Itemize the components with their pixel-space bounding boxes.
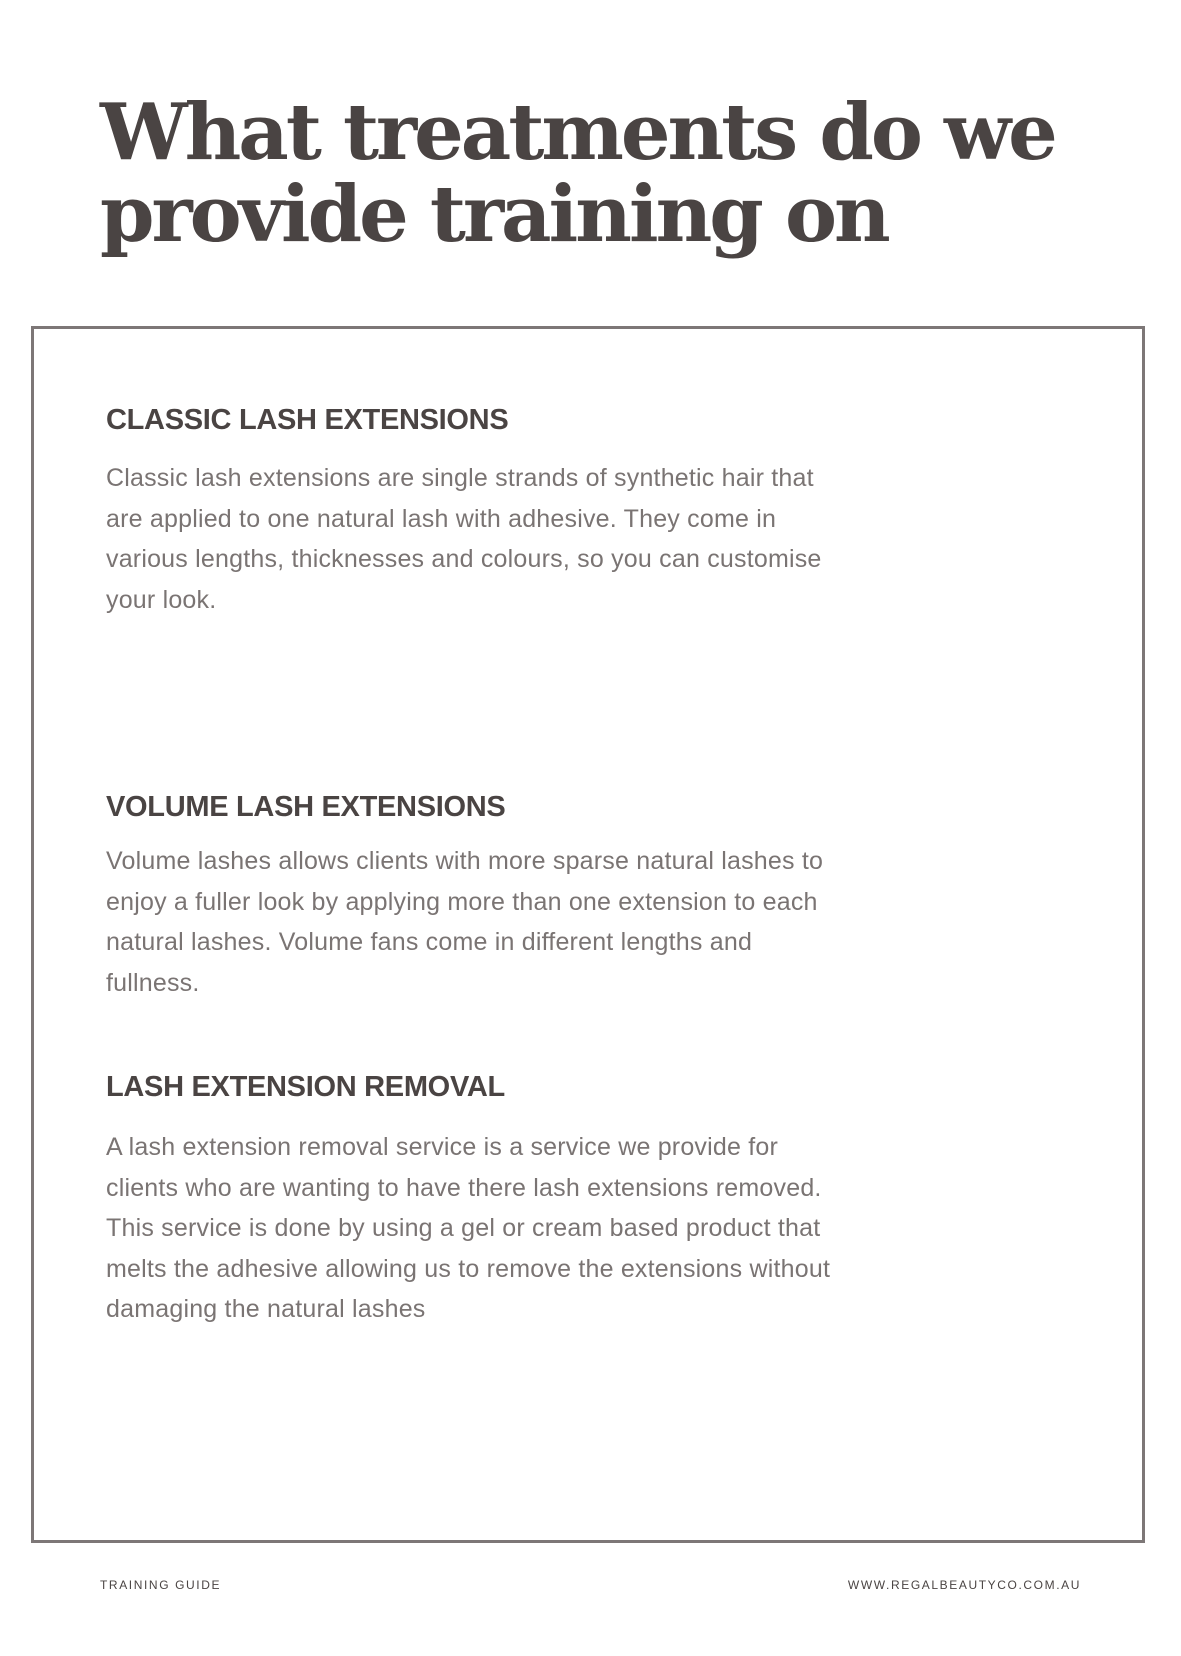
section-volume-lash bbox=[106, 789, 846, 1003]
section-heading: VOLUME LASH EXTENSIONS bbox=[106, 791, 506, 823]
section-classic-lash bbox=[106, 402, 846, 620]
section-heading: CLASSIC LASH EXTENSIONS bbox=[106, 404, 509, 436]
section-heading: LASH EXTENSION REMOVAL bbox=[106, 1071, 505, 1103]
section-body: Classic lash extensions are single strands of synthetic hair that are applied to one natural lash with adhesive. They come in various lengths, thicknesses and colours, so you can customise your look. bbox=[106, 464, 822, 614]
section-body: Volume lashes allows clients with more sparse natural lashes to enjoy a fuller look by applying more than one extension to each natural lashes. Volume fans come in different lengths and fullness. bbox=[106, 847, 824, 997]
page-title: What treatments do we provide training on bbox=[100, 87, 1055, 260]
footer-label: TRAINING GUIDE bbox=[100, 1578, 222, 1592]
section-body: A lash extension removal service is a service we provide for clients who are wanting to have there lash extensions removed. This service is done by using a gel or cream based product that melts the adhesive allowing us to remove the extensions without damaging the natural lashes bbox=[106, 1133, 831, 1323]
footer-website: WWW.REGALBEAUTYCO.COM.AU bbox=[847, 1578, 1081, 1592]
section-lash-removal bbox=[106, 1069, 846, 1330]
